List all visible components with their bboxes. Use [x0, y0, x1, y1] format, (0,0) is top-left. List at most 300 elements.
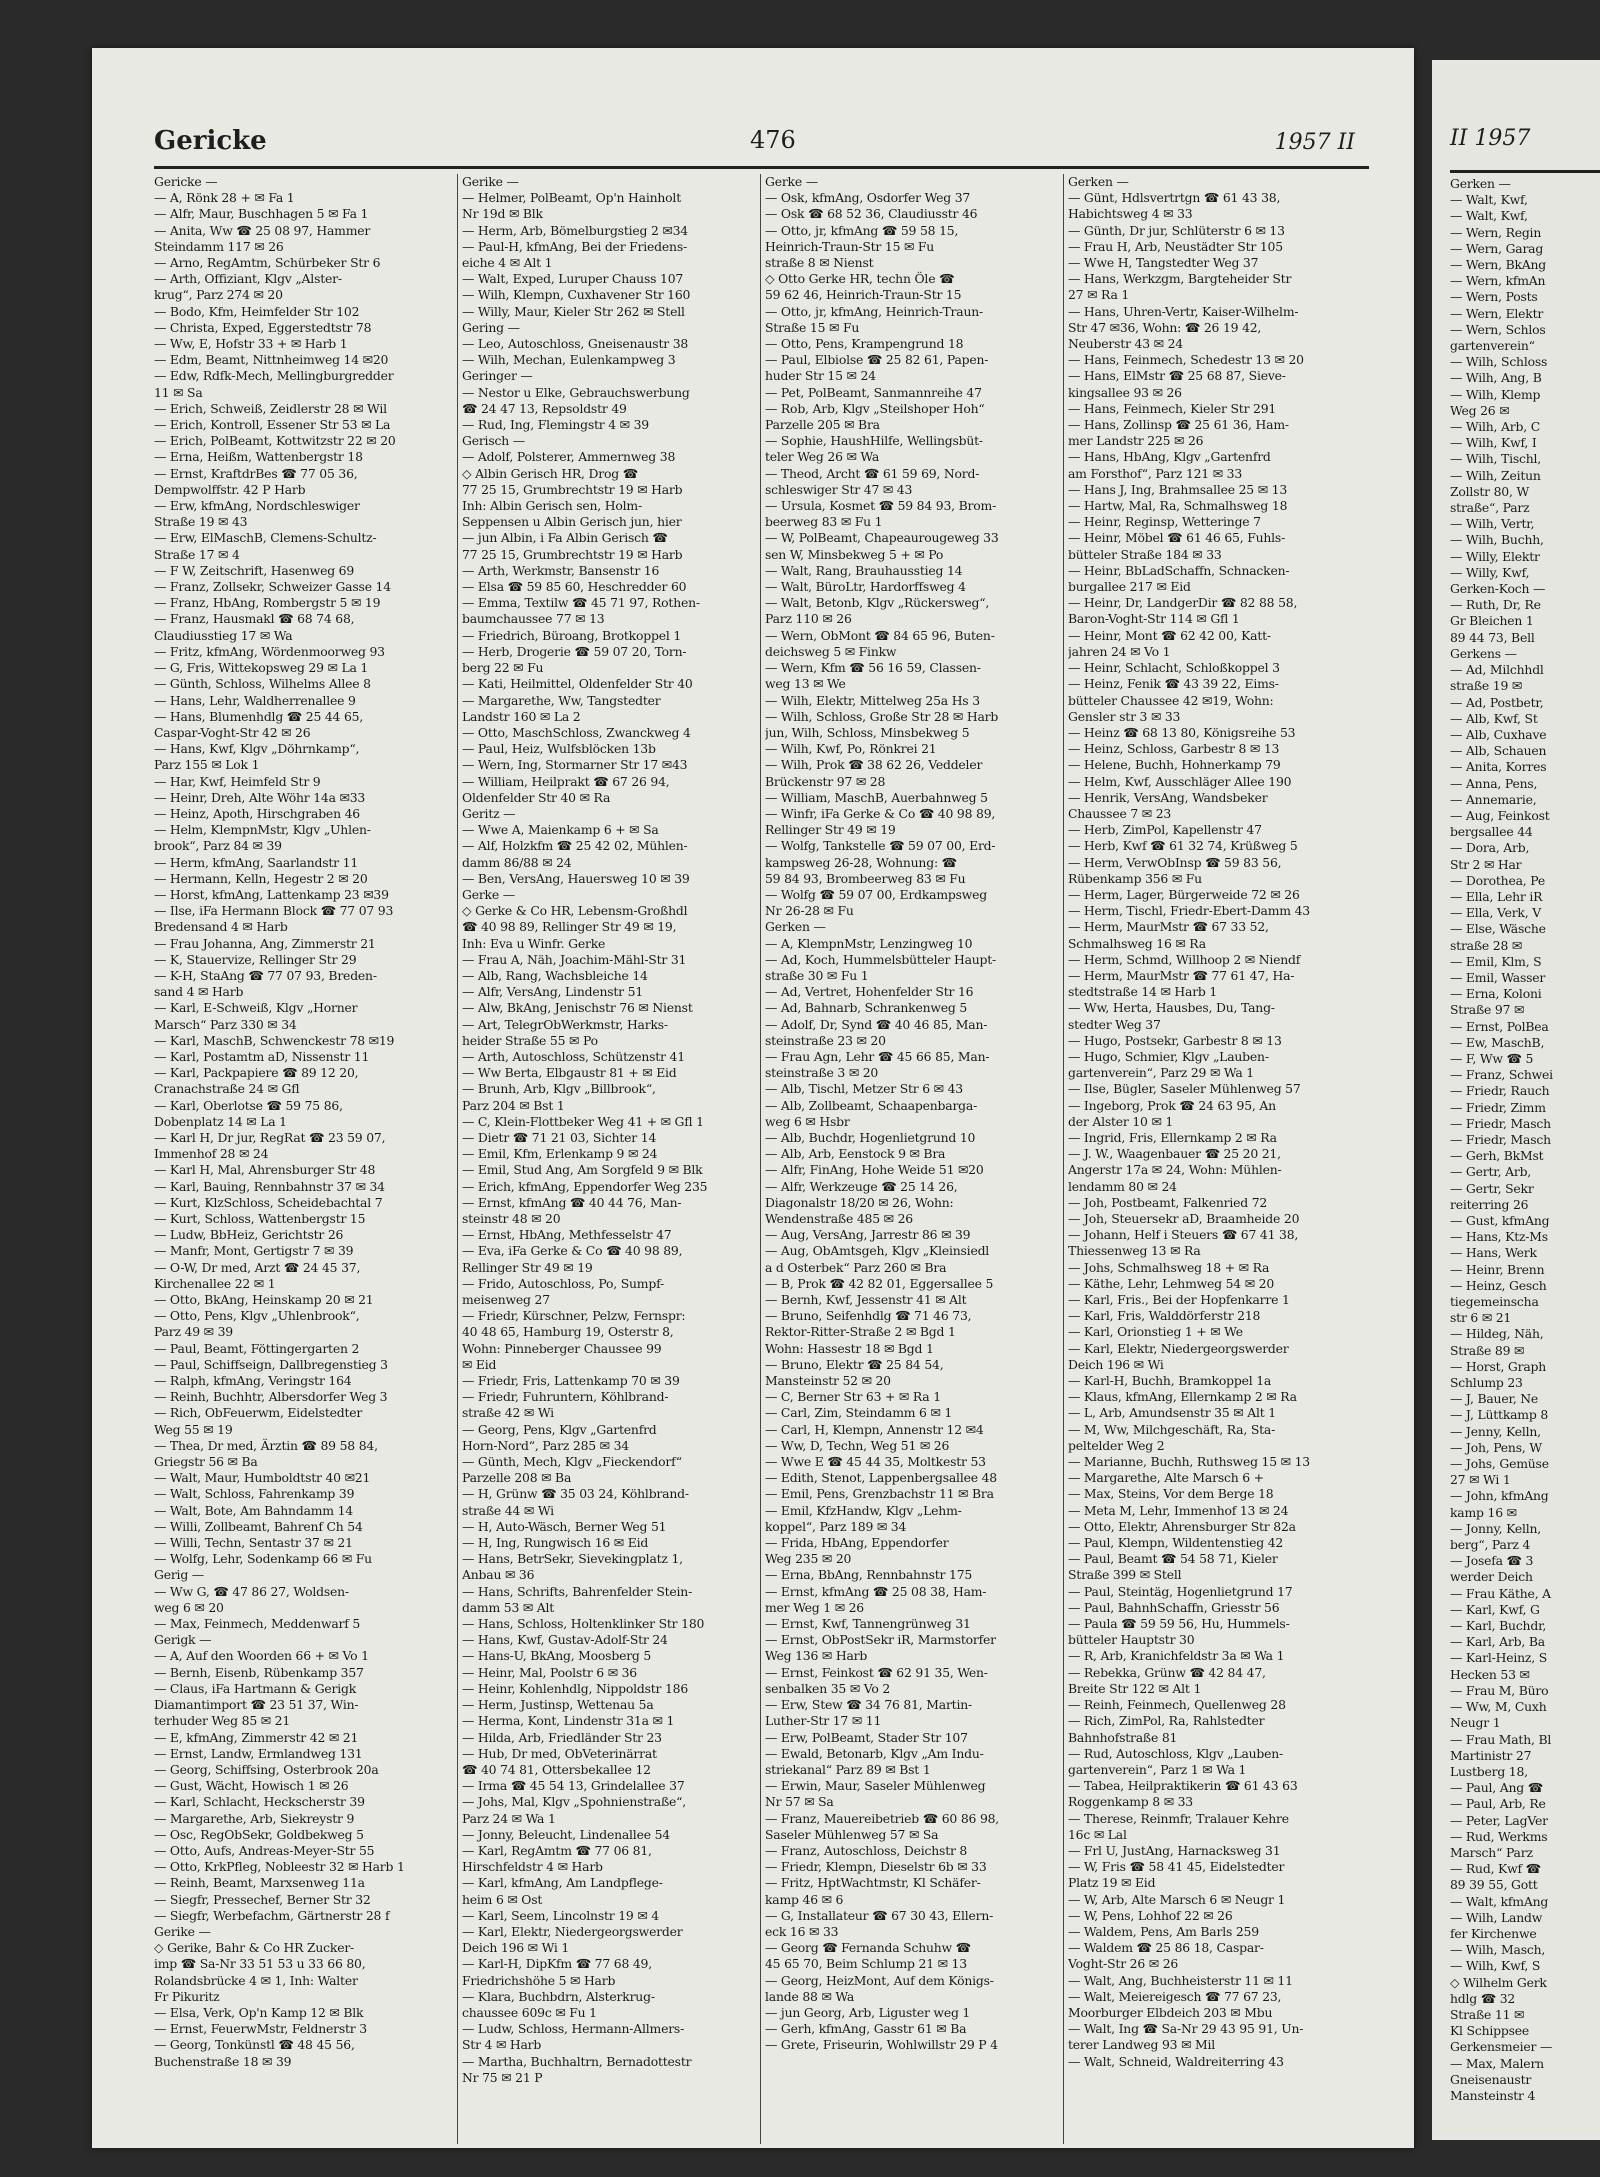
directory-entry-line: Bredensand 4 ✉ Harb [154, 919, 288, 935]
adjacent-entry-line: 89 39 55, Gott [1450, 1877, 1538, 1893]
adjacent-entry-line: straße 19 ✉ [1450, 678, 1523, 694]
directory-entry-line: — C, Klein-Flottbeker Weg 41 + ✉ Gfl 1 [462, 1113, 704, 1129]
directory-entry-line: kamp 46 ✉ 6 [765, 1891, 844, 1907]
directory-entry-line: — Ww Berta, Elbgaustr 81 + ✉ Eid [462, 1065, 677, 1081]
adjacent-entry-line: — Friedr, Zimm [1450, 1099, 1546, 1115]
directory-entry-line: — Tabea, Heilpraktikerin ☎ 61 43 63 [1068, 1778, 1298, 1794]
directory-entry-line: — Edw, Rdfk-Mech, Mellingburgredder [154, 368, 394, 384]
directory-entry-line: — Wern, Kfm ☎ 56 16 59, Classen- [765, 660, 981, 676]
adjacent-entry-line: — Anna, Pens, [1450, 775, 1538, 791]
directory-entry-line: Luther-Str 17 ✉ 11 [765, 1713, 882, 1729]
directory-entry-line: — Georg, HeizMont, Auf dem Königs- [765, 1972, 994, 1988]
directory-entry-line: — Hugo, Schmier, Klgv „Lauben- [1068, 1048, 1269, 1064]
adjacent-entry-line: — Wilh, Zeitun [1450, 467, 1541, 483]
directory-entry-line: — Helene, Buchh, Hohnerkamp 79 [1068, 757, 1281, 773]
adjacent-entry-line: 89 44 73, Bell [1450, 629, 1535, 645]
directory-entry-line: — E, kfmAng, Zimmerstr 42 ✉ 21 [154, 1729, 359, 1745]
page-number: 476 [750, 126, 796, 154]
adjacent-entry-line: — Wern, Regin [1450, 224, 1542, 240]
directory-entry-line: Weg 136 ✉ Harb [765, 1648, 868, 1664]
directory-entry-line: — Meta M, Lehr, Immenhof 13 ✉ 24 [1068, 1502, 1289, 1518]
directory-entry-line: — Alb, Arb, Eenstock 9 ✉ Bra [765, 1146, 946, 1162]
directory-entry-line: Parz 204 ✉ Bst 1 [462, 1097, 565, 1113]
directory-entry-line: Geritz — [462, 805, 516, 821]
directory-entry-line: — Elsa ☎ 59 85 60, Heschredder 60 [462, 579, 687, 595]
directory-entry-line: — Ad, Koch, Hummelsbütteler Haupt- [765, 951, 997, 967]
directory-entry-line: Parz 24 ✉ Wa 1 [462, 1810, 556, 1826]
adjacent-entry-line: — Wilh, Ang, B [1450, 370, 1542, 386]
directory-entry-line: — Klara, Buchbdrn, Alsterkrug- [462, 1988, 655, 2004]
directory-entry-line: — Otto, jr, kfmAng, Heinrich-Traun- [765, 303, 983, 319]
adjacent-entry-line: Gerkensmeier — [1450, 2039, 1553, 2055]
directory-entry-line: — Helm, Kwf, Ausschläger Allee 190 [1068, 773, 1292, 789]
directory-entry-line: — Rebekka, Grünw ☎ 42 84 47, [1068, 1664, 1266, 1680]
directory-entry-line: — Wolfg, Lehr, Sodenkamp 66 ✉ Fu [154, 1551, 372, 1567]
directory-entry-line: — Hilda, Arb, Friedländer Str 23 [462, 1729, 662, 1745]
directory-entry-line: — Georg, Pens, Klgv „Gartenfrd [462, 1421, 657, 1437]
directory-entry-line: — Karl H, Mal, Ahrensburger Str 48 [154, 1162, 376, 1178]
directory-entry-line: — A, Rönk 28 + ✉ Fa 1 [154, 190, 295, 206]
directory-entry-line: — A, Auf den Woorden 66 + ✉ Vo 1 [154, 1648, 369, 1664]
directory-entry-line: — Ernst, Feinkost ☎ 62 91 35, Wen- [765, 1664, 988, 1680]
directory-entry-line: steinstraße 23 ✉ 20 [765, 1032, 886, 1048]
directory-entry-line: 16c ✉ Lal [1068, 1826, 1127, 1842]
directory-entry-line: — Heinr, BbLadSchaffn, Schnacken- [1068, 562, 1290, 578]
directory-entry-line: mer Weg 1 ✉ 26 [765, 1599, 864, 1615]
directory-entry-line: baumchaussee 77 ✉ 13 [462, 611, 605, 627]
adjacent-entry-line: — Frau M, Büro [1450, 1682, 1549, 1698]
directory-entry-line: — Arth, Offiziant, Klgv „Alster- [154, 271, 342, 287]
directory-entry-line: — Günt, Hdlsvertrtgn ☎ 61 43 38, [1068, 190, 1281, 206]
directory-entry-line: — Johs, Schmalhsweg 18 + ✉ Ra [1068, 1259, 1270, 1275]
directory-entry-line: — Ludw, BbHeiz, Gerichtstr 26 [154, 1227, 344, 1243]
directory-entry-line: — Ernst, KraftdrBes ☎ 77 05 36, [154, 465, 358, 481]
directory-entry-line: — Bruno, Seifenhdlg ☎ 71 46 73, [765, 1308, 972, 1324]
adjacent-page-header [1450, 126, 1600, 173]
adjacent-entry-line: — Josefa ☎ 3 [1450, 1553, 1534, 1569]
directory-entry-line: Mansteinstr 52 ✉ 20 [765, 1373, 891, 1389]
directory-entry-line: Parz 110 ✉ 26 [765, 611, 852, 627]
directory-entry-line: — Bodo, Kfm, Heimfelder Str 102 [154, 303, 360, 319]
directory-entry-line: — Karl, Oberlotse ☎ 59 75 86, [154, 1097, 343, 1113]
directory-entry-line: — Alfr, VersAng, Lindenstr 51 [462, 984, 644, 1000]
adjacent-entry-line: — Johs, Gemüse [1450, 1456, 1549, 1472]
directory-entry-line: — W, Pens, Lohhof 22 ✉ 26 [1068, 1907, 1233, 1923]
directory-entry-line: — Paul, Schiffseign, Dallbregenstieg 3 [154, 1356, 388, 1372]
directory-entry-line: Oldenfelder Str 40 ✉ Ra [462, 789, 611, 805]
directory-entry-line: — Hans-U, BkAng, Moosberg 5 [462, 1648, 652, 1664]
directory-entry-line: stedtstraße 14 ✉ Harb 1 [1068, 984, 1218, 1000]
directory-entry-line: — William, MaschB, Auerbahnweg 5 [765, 789, 988, 805]
adjacent-entry-line: bergsallee 44 [1450, 824, 1533, 840]
directory-entry-line: — Walt, Ang, Buchheisterstr 11 ✉ 11 [1068, 1972, 1293, 1988]
directory-entry-line: — Klaus, kfmAng, Ellernkamp 2 ✉ Ra [1068, 1389, 1297, 1405]
adjacent-entry-line: gartenverein“ [1450, 338, 1535, 354]
directory-entry-line: — Hans, Feinmech, Schedestr 13 ✉ 20 [1068, 352, 1304, 368]
column-4 [1063, 174, 1366, 2144]
adjacent-entry-line: — Wilh, Vertr, [1450, 516, 1535, 532]
directory-entry-line: Neuberstr 43 ✉ 24 [1068, 336, 1183, 352]
directory-entry-line: — Otto, MaschSchloss, Zwanckweg 4 [462, 724, 691, 740]
directory-entry-line: — Otto, jr, kfmAng ☎ 59 58 15, [765, 222, 959, 238]
adjacent-entry-line: Marsch“ Parz [1450, 1844, 1533, 1860]
directory-entry-line: — Karl, Fris, Walddörferstr 218 [1068, 1308, 1261, 1324]
directory-entry-line: — Karl, Orionstieg 1 + ✉ We [1068, 1324, 1243, 1340]
directory-entry-line: deichsweg 5 ✉ Finkw [765, 643, 897, 659]
adjacent-entry-line: Mansteinstr 4 [1450, 2087, 1536, 2103]
directory-entry-line: — Heinr, Kohlenhdlg, Nippoldstr 186 [462, 1680, 689, 1696]
adjacent-entry-line: — Wilh, Masch, [1450, 1942, 1546, 1958]
directory-entry-line: — K, Stauervize, Rellinger Str 29 [154, 951, 357, 967]
directory-entry-line: schleswiger Str 47 ✉ 43 [765, 481, 913, 497]
directory-entry-line: — Frl U, JustAng, Harnacksweg 31 [1068, 1842, 1281, 1858]
directory-entry-line: — Paul, Elbiolse ☎ 25 82 61, Papen- [765, 352, 989, 368]
adjacent-entry-line: Straße 11 ✉ [1450, 2006, 1525, 2022]
adjacent-entry-line: — Frau Käthe, A [1450, 1585, 1551, 1601]
directory-entry-line: — Herm, MaurMstr ☎ 77 61 47, Ha- [1068, 967, 1295, 983]
directory-entry-line: — Heinr, Schlacht, Schloßkoppel 3 [1068, 660, 1280, 676]
directory-entry-line: — Reinh, Feinmech, Quellenweg 28 [1068, 1697, 1286, 1713]
directory-entry-line: — Erich, Kontroll, Essener Str 53 ✉ La [154, 417, 391, 433]
directory-entry-line: am Forsthof“, Parz 121 ✉ 33 [1068, 465, 1243, 481]
directory-entry-line: Griegstr 56 ✉ Ba [154, 1454, 258, 1470]
directory-entry-line: — Hans, Zollinsp ☎ 25 61 36, Ham- [1068, 417, 1289, 433]
directory-entry-line: — Karl, Packpapiere ☎ 89 12 20, [154, 1065, 359, 1081]
directory-entry-line: — Walt, Exped, Luruper Chauss 107 [462, 271, 684, 287]
adjacent-entry-line: — Wern, kfmAn [1450, 273, 1546, 289]
directory-entry-line: Parz 49 ✉ 39 [154, 1324, 233, 1340]
adjacent-entry-line: 27 ✉ Wi 1 [1450, 1472, 1511, 1488]
directory-entry-line: Rellinger Str 49 ✉ 19 [462, 1259, 593, 1275]
adjacent-entry-line: — Wilh, Landw [1450, 1909, 1543, 1925]
directory-entry-line: — Hermann, Kelln, Hegestr 2 ✉ 20 [154, 870, 368, 886]
directory-entry-line: Nr 26-28 ✉ Fu [765, 903, 854, 919]
directory-entry-line: — Hans, Uhren-Vertr, Kaiser-Wilhelm- [1068, 303, 1299, 319]
directory-entry-line: straße 42 ✉ Wi [462, 1405, 554, 1421]
directory-entry-line: burgallee 217 ✉ Eid [1068, 579, 1191, 595]
directory-entry-line: — Art, TelegrObWerkmstr, Harks- [462, 1016, 668, 1032]
directory-entry-line: — Hans, Schloss, Holtenklinker Str 180 [462, 1616, 705, 1632]
directory-entry-line: — Edith, Stenot, Lappenbergsallee 48 [765, 1470, 997, 1486]
columns-container [154, 174, 1369, 2144]
directory-entry-line: — Hans, Lehr, Waldherrenallee 9 [154, 692, 356, 708]
adjacent-entry-line: — Heinz, Gesch [1450, 1277, 1547, 1293]
directory-entry-line: — Alf, Holzkfm ☎ 25 42 02, Mühlen- [462, 838, 688, 854]
directory-entry-line: — Wilh, Klempn, Cuxhavener Str 160 [462, 287, 691, 303]
directory-entry-line: — Kurt, Schloss, Wattenbergstr 15 [154, 1211, 366, 1226]
directory-page [92, 48, 1414, 2148]
directory-entry-line: — Franz, Mauereibetrieb ☎ 60 86 98, [765, 1810, 1000, 1826]
directory-entry-line: — Herm, Arb, Bömelburgstieg 2 ✉34 [462, 222, 688, 238]
directory-entry-line: — Erw, ElMaschB, Clemens-Schultz- [154, 530, 377, 546]
directory-entry-line: Inh: Albin Gerisch sen, Holm- [462, 498, 642, 514]
directory-entry-line: Nr 57 ✉ Sa [765, 1794, 834, 1810]
directory-entry-line: — Wilh, Mechan, Eulenkampweg 3 [462, 352, 676, 368]
directory-entry-line: — Herb, Kwf ☎ 61 32 74, Krüßweg 5 [1068, 838, 1298, 854]
adjacent-year-label: II 1957 [1450, 126, 1531, 151]
adjacent-entry-line: — Hans, Ktz-Ms [1450, 1229, 1548, 1245]
directory-entry-line: — Ad, Vertret, Hohenfelder Str 16 [765, 984, 974, 1000]
adjacent-entry-line: Gneisenaustr [1450, 2071, 1532, 2087]
adjacent-entry-line: — Friedr, Masch [1450, 1131, 1551, 1147]
adjacent-entry-line: — Ad, Postbetr, [1450, 694, 1544, 710]
directory-entry-line: terer Landweg 93 ✉ Mil [1068, 2037, 1216, 2053]
directory-entry-line: — Pet, PolBeamt, Sanmannreihe 47 [765, 384, 982, 400]
adjacent-column [1450, 176, 1600, 2104]
directory-entry-line: ☎ 40 98 89, Rellinger Str 49 ✉ 19, [462, 919, 677, 935]
directory-entry-line: Parzelle 205 ✉ Bra [765, 417, 880, 433]
directory-entry-line: jun, Wilh, Schloss, Minsbekweg 5 [765, 724, 970, 740]
directory-entry-line: — Osc, RegObSekr, Goldbekweg 5 [154, 1826, 364, 1842]
directory-entry-line: — Alb, Tischl, Metzer Str 6 ✉ 43 [765, 1081, 963, 1097]
directory-entry-line: — Frida, HbAng, Eppendorfer [765, 1535, 949, 1551]
directory-entry-line: lande 88 ✉ Wa [765, 1988, 855, 2004]
directory-entry-line: Straße 15 ✉ Fu [765, 319, 860, 335]
directory-entry-line: 77 25 15, Grumbrechtstr 19 ✉ Harb [462, 546, 683, 562]
adjacent-entry-line: tiegemeinscha [1450, 1294, 1539, 1310]
directory-entry-line: Gerken — [1068, 174, 1129, 189]
directory-entry-line: — Heinz, Schloss, Garbestr 8 ✉ 13 [1068, 741, 1280, 757]
adjacent-entry-line: — Wern, Elektr [1450, 305, 1544, 321]
adjacent-entry-line: kamp 16 ✉ [1450, 1504, 1517, 1520]
adjacent-entry-line: — Karl, Arb, Ba [1450, 1634, 1545, 1650]
adjacent-entry-line: — Gust, kfmAng [1450, 1213, 1550, 1228]
directory-entry-line: — Rud, Autoschloss, Klgv „Lauben- [1068, 1745, 1284, 1761]
directory-entry-line: — Hans, Werkzgm, Bargteheider Str [1068, 271, 1292, 287]
directory-entry-line: damm 53 ✉ Alt [462, 1599, 555, 1615]
column-3 [760, 174, 1063, 2144]
directory-entry-line: kingsallee 93 ✉ 26 [1068, 384, 1182, 400]
directory-entry-line: — Arth, Autoschloss, Schützenstr 41 [462, 1048, 685, 1064]
directory-entry-line: — Aug, VersAng, Jarrestr 86 ✉ 39 [765, 1227, 971, 1243]
directory-entry-line: — Kati, Heilmittel, Oldenfelder Str 40 [462, 676, 693, 692]
directory-entry-line: 45 65 70, Beim Schlump 21 ✉ 13 [765, 1956, 967, 1972]
directory-entry-line: Angerstr 17a ✉ 24, Wohn: Mühlen- [1068, 1162, 1282, 1178]
adjacent-entry-line: Gerken-Koch — [1450, 581, 1546, 597]
directory-entry-line: — Horst, kfmAng, Lattenkamp 23 ✉39 [154, 886, 389, 902]
directory-entry-line: — Friedr, Klempn, Dieselstr 6b ✉ 33 [765, 1859, 987, 1875]
directory-entry-line: — Wolfg, Tankstelle ☎ 59 07 00, Erd- [765, 838, 996, 854]
directory-entry-line: — Karl, Seem, Lincolnstr 19 ✉ 4 [462, 1907, 659, 1923]
directory-entry-line: — Alfr, Maur, Buschhagen 5 ✉ Fa 1 [154, 206, 369, 222]
directory-entry-line: Rektor-Ritter-Straße 2 ✉ Bgd 1 [765, 1324, 956, 1340]
directory-entry-line: ☎ 40 74 81, Ottersbekallee 12 [462, 1761, 651, 1777]
directory-entry-line: — Aug, ObAmtsgeh, Klgv „Kleinsiedl [765, 1243, 990, 1259]
year-label: 1957 II [1274, 130, 1355, 155]
directory-entry-line: steinstraße 3 ✉ 20 [765, 1065, 879, 1081]
directory-entry-line: — Willi, Zollbeamt, Bahrenf Ch 54 [154, 1518, 363, 1534]
adjacent-entry-line: — Emil, Wasser [1450, 969, 1546, 985]
directory-entry-line: Parzelle 208 ✉ Ba [462, 1470, 572, 1486]
directory-entry-line: Diagonalstr 18/20 ✉ 26, Wohn: [765, 1194, 954, 1210]
directory-entry-line: Gensler str 3 ✉ 33 [1068, 708, 1181, 724]
adjacent-entry-line: — Jenny, Kelln, [1450, 1423, 1541, 1439]
directory-entry-line: steinstr 48 ✉ 20 [462, 1211, 561, 1226]
directory-entry-line: — Käthe, Lehr, Lehmweg 54 ✉ 20 [1068, 1275, 1275, 1291]
directory-entry-line: — Erich, PolBeamt, Kottwitzstr 22 ✉ 20 [154, 433, 396, 449]
directory-entry-line: Fr Pikuritz [154, 1988, 220, 2004]
adjacent-entry-line: — Wern, Garag [1450, 240, 1544, 256]
directory-entry-line: — Herm, Schmd, Willhoop 2 ✉ Niendf [1068, 951, 1301, 967]
directory-entry-line: Geringer — [462, 368, 533, 384]
directory-entry-line: ✉ Eid [462, 1356, 497, 1372]
directory-entry-line: — Har, Kwf, Heimfeld Str 9 [154, 773, 321, 789]
adjacent-entry-line: — Hans, Werk [1450, 1245, 1537, 1261]
adjacent-entry-line: — Frau Math, Bl [1450, 1731, 1552, 1747]
directory-entry-line: — Max, Steins, Vor dem Berge 18 [1068, 1486, 1274, 1502]
directory-entry-line: — Frau A, Näh, Joachim-Mähl-Str 31 [462, 951, 687, 967]
directory-entry-line: — Herm, Tischl, Friedr-Ebert-Damm 43 [1068, 903, 1310, 919]
directory-entry-line: brook“, Parz 84 ✉ 39 [154, 838, 282, 854]
adjacent-entry-line: Zollstr 80, W [1450, 483, 1529, 499]
directory-entry-line: — Ingrid, Fris, Ellernkamp 2 ✉ Ra [1068, 1129, 1277, 1145]
directory-entry-line: weg 6 ✉ Hsbr [765, 1113, 850, 1129]
adjacent-entry-line: — Ruth, Dr, Re [1450, 597, 1541, 613]
adjacent-entry-line: — Aug, Feinkost [1450, 807, 1550, 823]
directory-entry-line: — Georg, Schiffsing, Osterbrook 20a [154, 1761, 379, 1777]
adjacent-entry-line: — Karl-Heinz, S [1450, 1650, 1548, 1666]
directory-entry-line: — L, Arb, Amundsenstr 35 ✉ Alt 1 [1068, 1405, 1276, 1421]
directory-entry-line: — Arth, Werkmstr, Bansenstr 16 [462, 562, 660, 578]
adjacent-entry-line: Lustberg 18, [1450, 1763, 1528, 1779]
directory-entry-line: — Wilh, Prok ☎ 38 62 26, Veddeler [765, 757, 983, 773]
directory-entry-line: — Ww, Herta, Hausbes, Du, Tang- [1068, 1000, 1275, 1016]
directory-entry-line: Cranachstraße 24 ✉ Gfl [154, 1081, 300, 1097]
directory-entry-line: — H, Grünw ☎ 35 03 24, Köhlbrand- [462, 1486, 689, 1502]
adjacent-entry-line: — Alb, Schauen [1450, 743, 1547, 759]
directory-entry-line: — Johann, Helf i Steuers ☎ 67 41 38, [1068, 1227, 1299, 1243]
directory-entry-line: — Günth, Dr jur, Schlüterstr 6 ✉ 13 [1068, 222, 1285, 238]
adjacent-entry-line: — Willy, Kwf, [1450, 564, 1530, 580]
adjacent-entry-line: — Walt, kfmAng [1450, 1893, 1549, 1909]
directory-entry-line: — Erna, BbAng, Rennbahnstr 175 [765, 1567, 973, 1583]
directory-entry-line: Saseler Mühlenweg 57 ✉ Sa [765, 1826, 939, 1842]
directory-entry-line: — Ww, D, Techn, Weg 51 ✉ 26 [765, 1437, 950, 1453]
directory-entry-line: ◇ Otto Gerke HR, techn Öle ☎ [765, 271, 955, 287]
directory-entry-line: — Walt, BüroLtr, Hardorffsweg 4 [765, 579, 966, 595]
directory-entry-line: — Jonny, Beleucht, Lindenallee 54 [462, 1826, 670, 1842]
directory-entry-line: Nr 75 ✉ 21 P [462, 2069, 543, 2085]
directory-entry-line: — H, Auto-Wäsch, Berner Weg 51 [462, 1518, 667, 1534]
directory-entry-line: — B, Prok ☎ 42 82 01, Eggersallee 5 [765, 1275, 994, 1291]
adjacent-entry-line: Gerkens — [1450, 645, 1517, 661]
directory-entry-line: — Hans, Kwf, Gustav-Adolf-Str 24 [462, 1632, 668, 1648]
directory-entry-line: — Herm, VerwObInsp ☎ 59 83 56, [1068, 854, 1282, 870]
directory-entry-line: straße 8 ✉ Nienst [765, 255, 874, 271]
directory-entry-line: — Thea, Dr med, Ärztin ☎ 89 58 84, [154, 1437, 378, 1453]
adjacent-entry-line: Neugr 1 [1450, 1715, 1501, 1731]
directory-entry-line: — Erich, kfmAng, Eppendorfer Weg 235 [462, 1178, 708, 1194]
directory-entry-line: imp ☎ Sa-Nr 33 51 53 u 33 66 80, [154, 1956, 366, 1972]
directory-entry-line: — Fritz, kfmAng, Wördenmoorweg 93 [154, 643, 385, 659]
adjacent-entry-line: — J, Lüttkamp 8 [1450, 1407, 1549, 1423]
directory-entry-line: — Heinz ☎ 68 13 80, Königsreihe 53 [1068, 724, 1296, 740]
adjacent-entry-line: Gerken — [1450, 176, 1511, 191]
directory-entry-line: — Franz, Autoschloss, Deichstr 8 [765, 1842, 968, 1858]
directory-entry-line: — Ingeborg, Prok ☎ 24 63 95, An [1068, 1097, 1276, 1113]
directory-entry-line: — Wern, ObMont ☎ 84 65 96, Buten- [765, 627, 995, 643]
directory-entry-line: — Walt, Rang, Brauhausstieg 14 [765, 562, 963, 578]
directory-entry-line: — F W, Zeitschrift, Hasenweg 69 [154, 562, 355, 578]
adjacent-entry-line: — Hildeg, Näh, [1450, 1326, 1544, 1342]
directory-entry-line: — Therese, Reinmfr, Tralauer Kehre [1068, 1810, 1289, 1826]
directory-entry-line: — G, Installateur ☎ 67 30 43, Ellern- [765, 1907, 994, 1923]
directory-entry-line: — Carl, Zim, Steindamm 6 ✉ 1 [765, 1405, 953, 1421]
directory-entry-line: — Emil, Kfm, Erlenkamp 9 ✉ 24 [462, 1146, 658, 1162]
directory-entry-line: — Osk ☎ 68 52 36, Claudiusstr 46 [765, 206, 978, 222]
directory-entry-line: — Paul, BahnhSchaffn, Griesstr 56 [1068, 1599, 1280, 1615]
directory-entry-line: — Claus, iFa Hartmann & Gerigk [154, 1680, 357, 1696]
directory-entry-line: damm 86/88 ✉ 24 [462, 854, 572, 870]
directory-entry-line: — Hans, ElMstr ☎ 25 68 87, Sieve- [1068, 368, 1286, 384]
directory-entry-line: Buchenstraße 18 ✉ 39 [154, 2053, 292, 2069]
directory-entry-line: — Arno, RegAmtm, Schürbeker Str 6 [154, 255, 381, 271]
directory-entry-line: — A, KlempnMstr, Lenzingweg 10 [765, 935, 973, 951]
directory-entry-line: — Margarethe, Arb, Siekreystr 9 [154, 1810, 355, 1826]
adjacent-entry-line: reiterring 26 [1450, 1196, 1529, 1212]
adjacent-entry-line: — Ww, M, Cuxh [1450, 1699, 1547, 1715]
directory-entry-line: terhuder Weg 85 ✉ 21 [154, 1713, 291, 1729]
directory-entry-line: — Otto, Elektr, Ahrensburger Str 82a [1068, 1518, 1296, 1534]
directory-entry-line: gartenverein“, Parz 1 ✉ Wa 1 [1068, 1761, 1247, 1777]
directory-entry-line: — G, Fris, Wittekopsweg 29 ✉ La 1 [154, 660, 369, 676]
directory-entry-line: — Ilse, iFa Hermann Block ☎ 77 07 93 [154, 903, 394, 919]
directory-entry-line: Dempwolffstr. 42 P Harb [154, 481, 306, 497]
adjacent-entry-line: — J, Bauer, Ne [1450, 1391, 1539, 1407]
adjacent-entry-line: — Rud, Werkms [1450, 1828, 1548, 1844]
directory-entry-line: Inh: Eva u Winfr. Gerke [462, 935, 606, 951]
directory-entry-line: — Ernst, ObPostSekr iR, Marmstorfer [765, 1632, 996, 1648]
directory-entry-line: eck 16 ✉ 33 [765, 1923, 839, 1939]
adjacent-entry-line: — Franz, Schwei [1450, 1067, 1553, 1083]
directory-entry-line: krug“, Parz 274 ✉ 20 [154, 287, 283, 303]
adjacent-entry-line: berg“, Parz 4 [1450, 1537, 1531, 1553]
directory-entry-line: — Walt, Schloss, Fahrenkamp 39 [154, 1486, 355, 1502]
adjacent-entry-line: — Peter, LagVer [1450, 1812, 1548, 1828]
directory-entry-line: Immenhof 28 ✉ 24 [154, 1146, 269, 1162]
directory-entry-line: Habichtsweg 4 ✉ 33 [1068, 206, 1193, 222]
directory-entry-line: — Osk, kfmAng, Osdorfer Weg 37 [765, 190, 971, 206]
page-header [154, 122, 1369, 169]
directory-entry-line: — Emil, Pens, Grenzbachstr 11 ✉ Bra [765, 1486, 994, 1502]
directory-entry-line: — Siegfr, Werbefachm, Gärtnerstr 28 f [154, 1907, 390, 1923]
directory-entry-line: — Heinz, Fenik ☎ 43 39 22, Eims- [1068, 676, 1279, 692]
directory-entry-line: — Willi, Techn, Sentastr 37 ✉ 21 [154, 1535, 353, 1551]
directory-entry-line: — Karl H, Dr jur, RegRat ☎ 23 59 07, [154, 1129, 386, 1145]
directory-entry-line: Claudiusstieg 17 ✉ Wa [154, 627, 293, 643]
directory-entry-line: — Margarethe, Ww, Tangstedter [462, 692, 661, 708]
directory-entry-line: — Waldem ☎ 25 86 18, Caspar- [1068, 1940, 1264, 1956]
directory-entry-line: — Herm, kfmAng, Saarlandstr 11 [154, 854, 359, 870]
directory-entry-line: Wohn: Hassestr 18 ✉ Bgd 1 [765, 1340, 934, 1356]
directory-entry-line: Deich 196 ✉ Wi [1068, 1356, 1164, 1372]
directory-entry-line: — Hans, Feinmech, Kieler Str 291 [1068, 400, 1277, 416]
directory-entry-line: — Franz, Hausmakl ☎ 68 74 68, [154, 611, 355, 627]
directory-entry-line: ◇ Gerke & Co HR, Lebensm-Großhdl [462, 903, 688, 919]
directory-entry-line: Weg 55 ✉ 19 [154, 1421, 233, 1437]
directory-entry-line: — Grete, Friseurin, Wohlwillstr 29 P 4 [765, 2037, 998, 2053]
directory-entry-line: — Bernh, Eisenb, Rübenkamp 357 [154, 1664, 364, 1680]
directory-entry-line: eiche 4 ✉ Alt 1 [462, 255, 553, 271]
directory-entry-line: — Otto, Pens, Krampengrund 18 [765, 336, 964, 352]
directory-entry-line: — Rich, ObFeuerwm, Eidelstedter [154, 1405, 363, 1421]
directory-entry-line: 11 ✉ Sa [154, 384, 203, 400]
directory-entry-line: — Rud, Ing, Flemingstr 4 ✉ 39 [462, 417, 649, 433]
directory-entry-line: Friedrichshöhe 5 ✉ Harb [462, 1972, 616, 1988]
directory-entry-line: — Ludw, Schloss, Hermann-Allmers- [462, 2021, 685, 2037]
directory-entry-line: Nr 19d ✉ Blk [462, 206, 543, 222]
directory-entry-line: — Kurt, KlzSchloss, Scheidebachtal 7 [154, 1194, 383, 1210]
